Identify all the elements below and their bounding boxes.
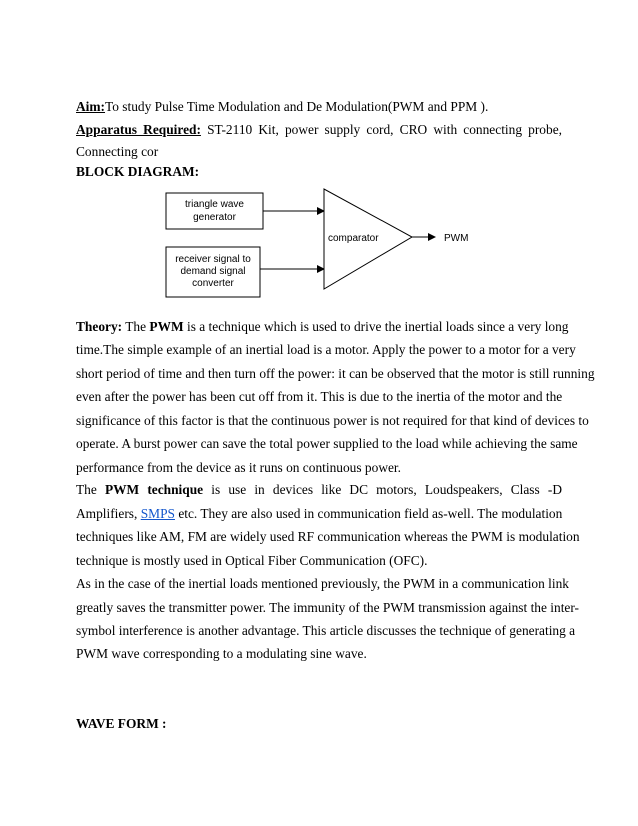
theory-line-2: time.The simple example of an inertial load is a motor. Apply the power to a motor for a very xyxy=(76,342,576,357)
theory-p3-line-1: As in the case of the inertial loads mentioned previously, the PWM in a communication link xyxy=(76,576,569,591)
apparatus-text-1: ST-2110 Kit, power supply cord, CRO with connecting probe, xyxy=(200,122,562,137)
aim-label: Aim: xyxy=(76,99,106,114)
block-diagram-heading: BLOCK DIAGRAM: xyxy=(76,164,200,179)
theory-p2-line-4: technique is mostly used in Optical Fiber Communication (OFC). xyxy=(76,553,428,568)
theory-line-7: performance from the device as it runs on continuous power. xyxy=(76,460,401,475)
box2-line1: receiver signal to xyxy=(175,254,251,265)
theory-label: Theory: xyxy=(76,319,123,334)
theory-p3-line-3: symbol interference is another advantage. This article discusses the technique of generating a xyxy=(76,623,576,638)
theory-line-5: significance of this factor is that the continuous power is not required for that kind of devices to xyxy=(76,413,589,428)
apparatus-label: Apparatus Required: xyxy=(76,122,201,137)
theory-line-1 xyxy=(76,319,569,335)
aim-text: To study Pulse Time Modulation and De Modulation(PWM and PPM ). xyxy=(105,99,489,114)
theory-p2-line-3: techniques like AM, FM are widely used RF communication whereas the PWM is modulation xyxy=(76,529,580,544)
theory-p2-line-2 xyxy=(76,506,562,522)
theory-line-6: operate. A burst power can save the total power supplied to the load while achieving the same xyxy=(76,436,578,451)
box2-line3: converter xyxy=(192,278,234,289)
theory-text-1b: is a technique which is used to drive the inertial loads since a very long xyxy=(183,319,569,334)
theory-line-4: even after the power has been cut off from it. This is due to the inertia of the motor and the xyxy=(76,389,563,404)
comparator-label: comparator xyxy=(328,233,379,244)
aim-line xyxy=(76,99,562,115)
theory-p2-l2-a: Amplifiers, xyxy=(76,506,141,521)
theory-p3-line-4: PWM wave corresponding to a modulating sine wave. xyxy=(76,646,367,661)
theory-p2-text-b: is use in devices like DC motors, Loudspeakers, Class -D xyxy=(203,482,562,497)
apparatus-line-1 xyxy=(76,122,562,138)
box2-line2: demand signal xyxy=(180,266,246,277)
pwm-technique-bold: PWM technique xyxy=(104,482,204,497)
theory-text-1a: The xyxy=(122,319,150,334)
theory-p3-line-2: greatly saves the transmitter power. The immunity of the PWM transmission against the inter- xyxy=(76,600,580,615)
box1-line2: generator xyxy=(193,212,236,223)
block-diagram xyxy=(160,185,490,310)
output-label: PWM xyxy=(444,233,469,244)
apparatus-line-2: Connecting cor xyxy=(76,144,159,159)
theory-line-3: short period of time and then turn off the power: it can be observed that the motor is still running xyxy=(76,366,595,381)
theory-p2-l2-b: etc. They are also used in communication field as-well. The modulation xyxy=(174,506,563,521)
theory-p2-text-a: The xyxy=(76,482,105,497)
theory-p2-line-1 xyxy=(76,482,562,498)
box1-line1: triangle wave xyxy=(185,199,244,210)
theory-pwm-bold: PWM xyxy=(149,319,184,334)
smps-link[interactable]: SMPS xyxy=(140,506,175,521)
waveform-heading: WAVE FORM : xyxy=(76,716,167,731)
